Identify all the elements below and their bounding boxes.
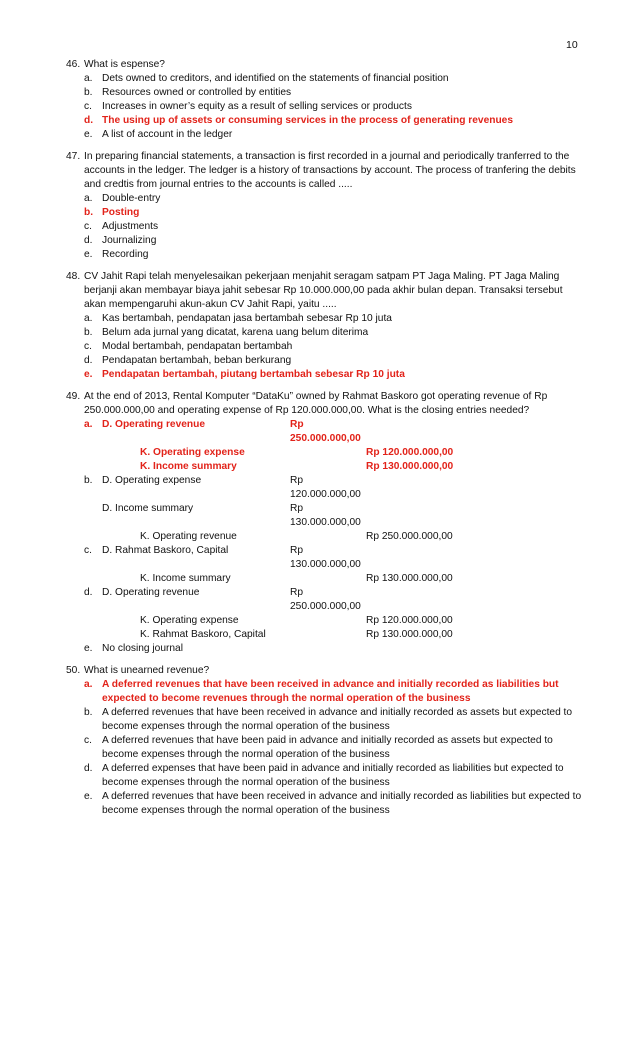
option-text: Modal bertambah, pendapatan bertambah (102, 341, 293, 352)
journal-entry (102, 586, 586, 642)
option-text: A list of account in the ledger (102, 129, 233, 140)
journal-account: K. Income summary (140, 461, 237, 472)
question-text: What is espense? (84, 59, 165, 70)
question-number: 50. (66, 665, 81, 676)
journal-account: D. Income summary (102, 503, 194, 514)
journal-account: K. Operating revenue (140, 531, 237, 542)
journal-account: K. Rahmat Baskoro, Capital (140, 629, 266, 640)
option-letter: d. (84, 235, 93, 246)
journal-account: D. Rahmat Baskoro, Capital (102, 545, 229, 556)
option-d (84, 586, 586, 642)
question-47 (66, 150, 586, 262)
journal-debit: Rp 250.000.000,00 (290, 587, 361, 612)
option-text: Kas bertambah, pendapatan jasa bertambah sebesar Rp 10 juta (102, 313, 392, 324)
option-c (84, 734, 586, 762)
option-letter: c. (84, 101, 92, 112)
question-49 (66, 390, 586, 656)
journal-debit (290, 530, 366, 544)
journal-account: K. Operating expense (140, 615, 239, 626)
journal-debit (290, 628, 366, 642)
journal-row (102, 446, 586, 460)
option-text: Pendapatan bertambah, piutang bertambah sebesar Rp 10 juta (102, 369, 405, 380)
journal-account: D. Operating expense (102, 475, 202, 486)
option-d (84, 234, 586, 248)
question-50 (66, 664, 586, 818)
option-b (84, 326, 586, 340)
journal-row (102, 460, 586, 474)
question-number: 49. (66, 391, 81, 402)
question-number: 46. (66, 59, 81, 70)
question-number: 47. (66, 151, 81, 162)
option-a (84, 312, 586, 326)
journal-credit (366, 586, 476, 614)
journal-account: K. Income summary (140, 573, 231, 584)
journal-credit: Rp 130.000.000,00 (366, 573, 453, 584)
option-text: The using up of assets or consuming services in the process of generating revenues (102, 115, 514, 126)
journal-debit (290, 614, 366, 628)
option-e (84, 248, 586, 262)
option-letter: e. (84, 643, 93, 654)
journal-credit: Rp 130.000.000,00 (366, 461, 454, 472)
option-text: A deferred expenses that have been paid in advance and initially recorded as liabilities but expected to become expenses through the normal operation of the business (102, 763, 564, 788)
option-text: Belum ada jurnal yang dicatat, karena uang belum diterima (102, 327, 369, 338)
option-text: A deferred revenues that have been received in advance and initially recorded as liabilities but expected to become expenses through the normal operation of the business (102, 791, 582, 816)
journal-row (102, 586, 586, 614)
option-d (84, 354, 586, 368)
option-text: Recording (102, 249, 149, 260)
option-b (84, 474, 586, 544)
option-letter: b. (84, 707, 93, 718)
option-letter: d. (84, 115, 94, 126)
journal-row (102, 502, 586, 530)
question-text: At the end of 2013, Rental Komputer “DataKu” owned by Rahmat Baskoro got operating revenue of Rp 250.000.000,00 and operating expense of Rp 120.000.000,00. What is the closing entries needed? (84, 391, 548, 416)
option-letter: d. (84, 587, 93, 598)
option-letter: a. (84, 313, 93, 324)
option-letter: c. (84, 221, 92, 232)
journal-entry (102, 418, 586, 474)
option-letter: a. (84, 419, 93, 430)
journal-debit: Rp 130.000.000,00 (290, 545, 361, 570)
option-a-correct-answer (84, 418, 586, 474)
journal-account: K. Operating expense (140, 447, 245, 458)
option-letter: d. (84, 763, 93, 774)
journal-row (102, 544, 586, 572)
option-letter: e. (84, 129, 93, 140)
question-text: CV Jahit Rapi telah menyelesaikan pekerjaan menjahit seragam satpam PT Jaga Maling. PT Jaga Maling berjanji akan membayar biaya jahit sebesar Rp 10.000.000,00 pada akhir bulan depan. Transaksi tersebut akan mempengaruhi akun-akun CV Jahit Rapi, yaitu ..... (84, 271, 563, 310)
option-letter: a. (84, 73, 93, 84)
option-d (84, 762, 586, 790)
option-letter: a. (84, 193, 93, 204)
journal-debit (290, 446, 366, 460)
option-text: Double-entry (102, 193, 161, 204)
option-letter: e. (84, 791, 93, 802)
option-text: Dets owned to creditors, and identified on the statements of financial position (102, 73, 449, 84)
option-letter: c. (84, 341, 92, 352)
option-letter: e. (84, 369, 93, 380)
journal-row (102, 418, 586, 446)
option-a (84, 192, 586, 206)
question-number: 48. (66, 271, 81, 282)
journal-credit (366, 502, 476, 530)
option-letter: b. (84, 475, 93, 486)
option-text: A deferred revenues that have been paid in advance and initially recorded as assets but expected to become expenses through the normal operation of the business (102, 735, 553, 760)
journal-row (102, 628, 586, 642)
option-e (84, 790, 586, 818)
option-letter: b. (84, 327, 93, 338)
journal-credit (366, 474, 476, 502)
option-text: Posting (102, 207, 140, 218)
journal-row (102, 530, 586, 544)
option-e (84, 128, 586, 142)
option-text: No closing journal (102, 643, 183, 654)
journal-credit (366, 418, 476, 446)
option-b (84, 706, 586, 734)
option-text: Pendapatan bertambah, beban berkurang (102, 355, 292, 366)
journal-debit: Rp 120.000.000,00 (290, 475, 361, 500)
journal-credit (366, 544, 476, 572)
option-letter: b. (84, 207, 94, 218)
option-letter: e. (84, 249, 93, 260)
option-letter: c. (84, 735, 92, 746)
option-d-correct-answer (84, 114, 586, 128)
option-c (84, 220, 586, 234)
option-text: Increases in owner’s equity as a result of selling services or products (102, 101, 412, 112)
option-letter: c. (84, 545, 92, 556)
question-48 (66, 270, 586, 382)
journal-account: D. Operating revenue (102, 419, 206, 430)
page-number: 10 (566, 39, 578, 51)
journal-debit: Rp 250.000.000,00 (290, 419, 361, 444)
option-text: Adjustments (102, 221, 159, 232)
option-c (84, 340, 586, 354)
option-letter: d. (84, 355, 93, 366)
option-b-correct-answer (84, 206, 586, 220)
journal-entry (102, 544, 586, 586)
journal-debit: Rp 130.000.000,00 (290, 503, 361, 528)
journal-entry (102, 474, 586, 544)
journal-debit (290, 460, 366, 474)
question-46 (66, 58, 586, 142)
question-text: In preparing financial statements, a transaction is first recorded in a journal and periodically tranferred to the accounts in the ledger. The ledger is a history of transactions by account. The process of tranfering the debits and credtis from journal entries to the accounts is called ..... (84, 151, 576, 190)
journal-row (102, 572, 586, 586)
option-letter: b. (84, 87, 93, 98)
journal-debit (290, 572, 366, 586)
option-letter: a. (84, 679, 93, 690)
journal-credit: Rp 130.000.000,00 (366, 629, 453, 640)
journal-account: D. Operating revenue (102, 587, 200, 598)
option-c (84, 100, 586, 114)
question-list (66, 58, 586, 826)
journal-credit: Rp 250.000.000,00 (366, 531, 453, 542)
journal-row (102, 614, 586, 628)
option-e-correct-answer (84, 368, 586, 382)
option-a-correct-answer (84, 678, 586, 706)
option-e (84, 642, 586, 656)
journal-credit: Rp 120.000.000,00 (366, 447, 454, 458)
option-text: Resources owned or controlled by entities (102, 87, 292, 98)
option-text: A deferred revenues that have been received in advance and initially recorded as assets but expected to become expenses through the normal operation of the business (102, 707, 573, 732)
journal-credit: Rp 120.000.000,00 (366, 615, 453, 626)
question-text: What is unearned revenue? (84, 665, 210, 676)
option-b (84, 86, 586, 100)
option-c (84, 544, 586, 586)
option-a (84, 72, 586, 86)
option-text: A deferred revenues that have been received in advance and initially recorded as liabilities but expected to become revenues through the normal operation of the business (102, 679, 559, 704)
option-text: Journalizing (102, 235, 157, 246)
journal-row (102, 474, 586, 502)
